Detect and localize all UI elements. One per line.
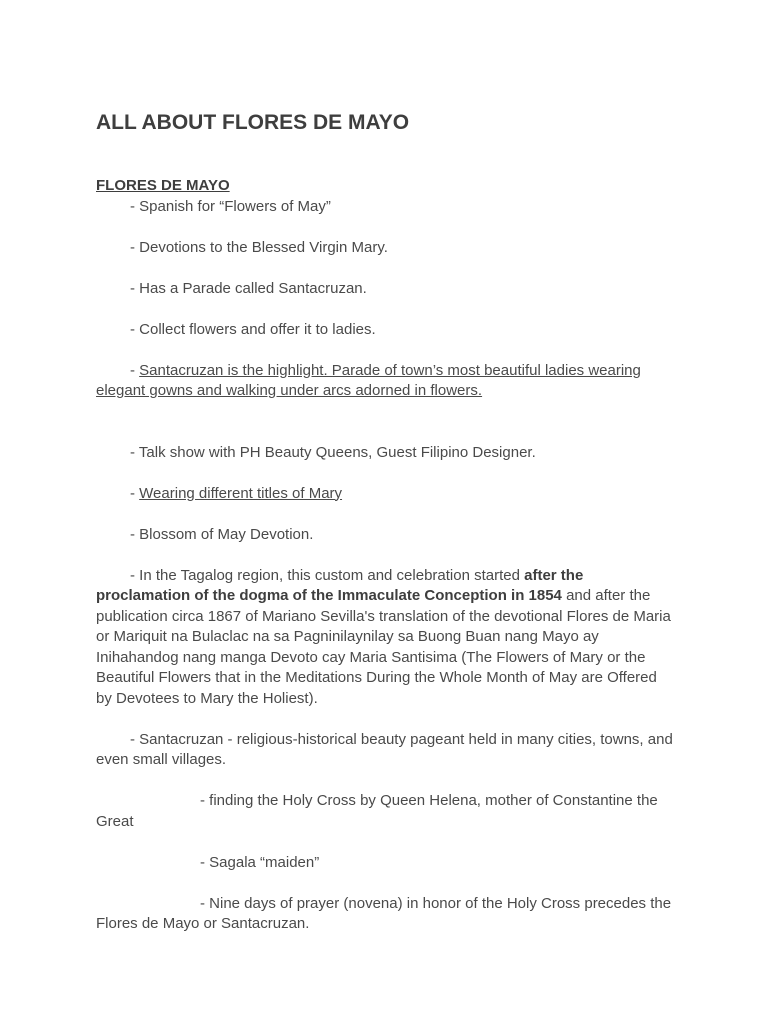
tagalog-bold: after the proclamation of the dogma of the Immaculate Conception in 1854 bbox=[96, 566, 584, 604]
item-sagala: - Sagala “maiden” bbox=[200, 853, 320, 871]
item-highlight-prefix: - bbox=[130, 361, 140, 379]
item-titles bbox=[96, 484, 676, 505]
page-title: ALL ABOUT FLORES DE MAYO bbox=[96, 111, 410, 134]
item-novena: - Nine days of prayer (novena) in honor of the Holy Cross precedes the Flores de Mayo or Santacruzan. bbox=[96, 894, 672, 932]
item-parade: - Has a Parade called Santacruzan. bbox=[130, 279, 367, 297]
item-highlight bbox=[96, 361, 676, 402]
tagalog-start: - In the Tagalog region, this custom and celebration started bbox=[130, 566, 525, 584]
item-devotions: - Devotions to the Blessed Virgin Mary. bbox=[130, 238, 388, 256]
item-holy-cross: - finding the Holy Cross by Queen Helena, mother of Constantine the Great bbox=[96, 792, 658, 830]
titles-link[interactable]: Wearing different titles of Mary bbox=[139, 484, 343, 502]
item-talk-show: - Talk show with PH Beauty Queens, Guest Filipino Designer. bbox=[130, 443, 536, 461]
item-spanish: - Spanish for “Flowers of May” bbox=[130, 197, 331, 215]
document-body bbox=[96, 176, 676, 935]
highlight-link[interactable]: Santacruzan is the highlight. Parade of town’s most beautiful ladies wearing elegant gowns and walking under arcs adorned in flowers. bbox=[96, 361, 641, 399]
item-blossom: - Blossom of May Devotion. bbox=[130, 525, 314, 543]
item-collect: - Collect flowers and offer it to ladies. bbox=[130, 320, 376, 338]
item-santacruzan-def: - Santacruzan - religious-historical beauty pageant held in many cities, towns, and even small villages. bbox=[96, 730, 673, 768]
item-titles-prefix: - bbox=[130, 484, 140, 502]
section-heading: FLORES DE MAYO bbox=[96, 177, 230, 194]
tagalog-end: and after the publication circa 1867 of Mariano Sevilla's translation of the devotional Flores de Maria or Mariquit na Bulaclac na sa Pagninilaynilay sa Buong Buan nang Mayo ay Inihahandog nang manga Devoto cay Maria Santisima (The Flowers of Mary or the Beautiful Flowers that in the Meditations During the Whole Month of May are Offered by Devotees to Mary the Holiest). bbox=[96, 587, 671, 707]
item-tagalog bbox=[96, 566, 676, 710]
